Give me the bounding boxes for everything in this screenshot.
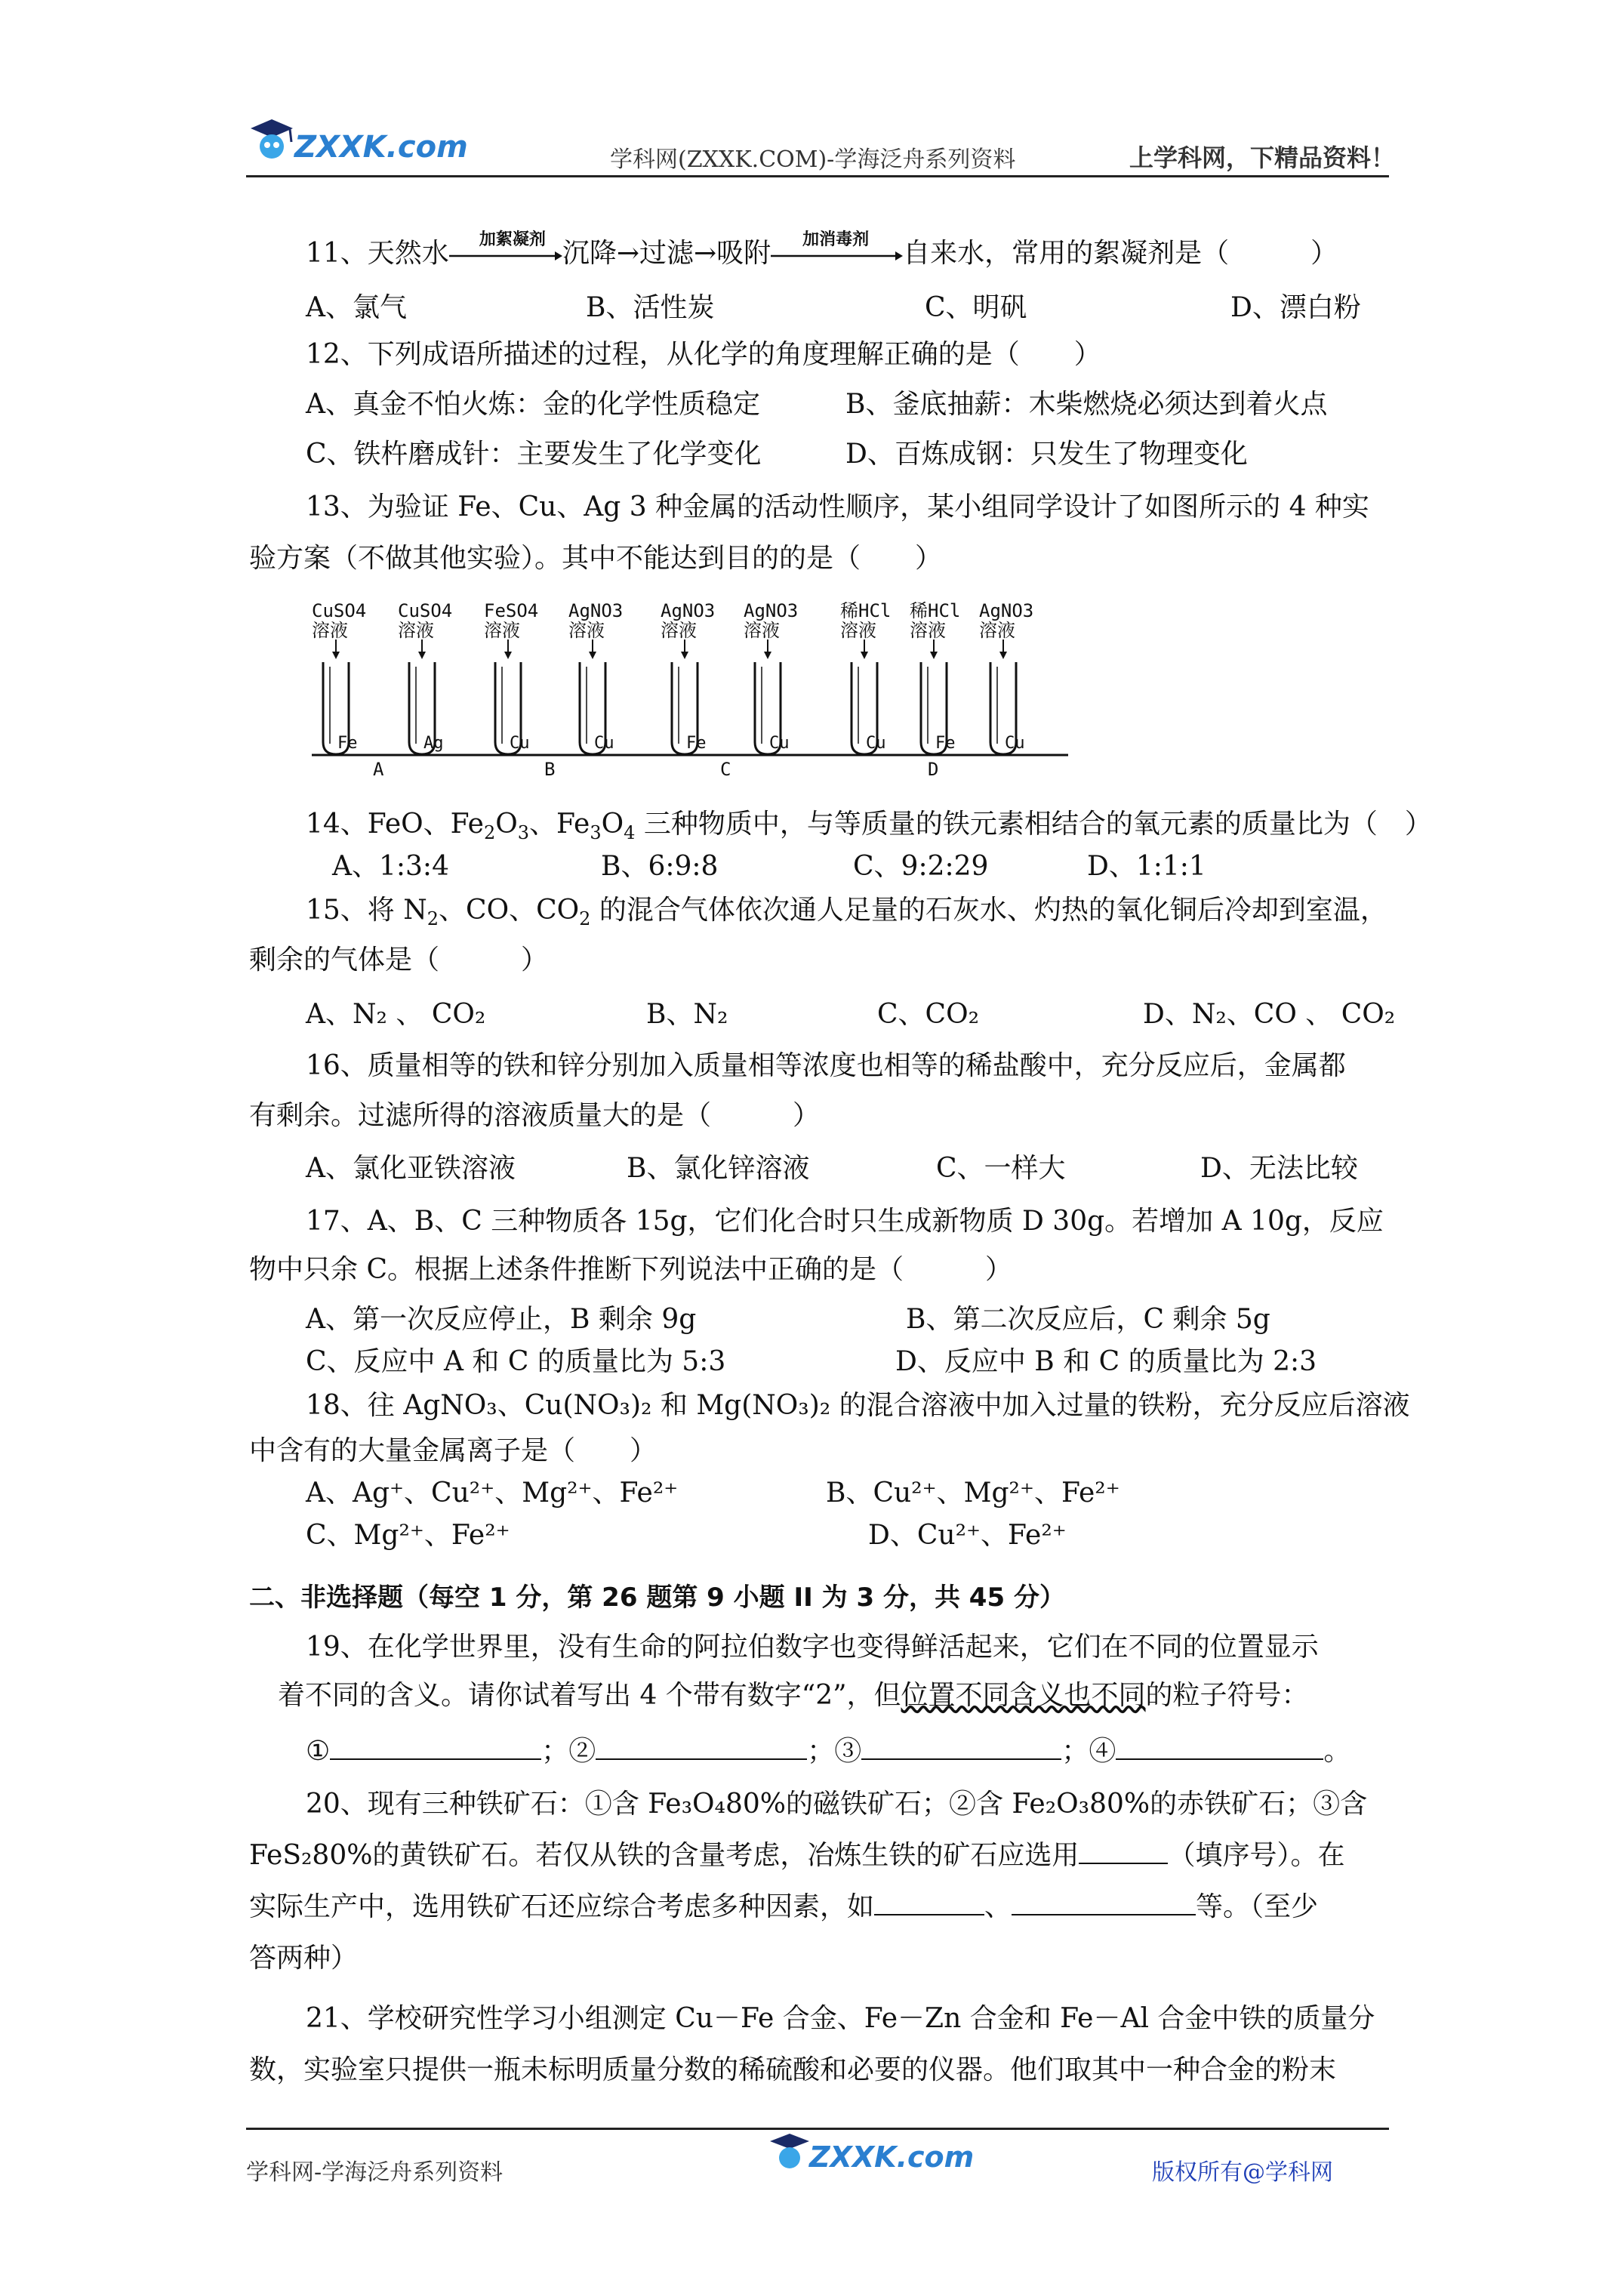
q12-d: D、百炼成钢：只发生了物理变化 (845, 439, 1248, 470)
drop-arrowhead (589, 652, 596, 659)
answer-blank-4[interactable] (1116, 1736, 1323, 1760)
q15-opt-a: A、N₂ 、 CO₂ (306, 999, 486, 1030)
group-tag: A (373, 759, 384, 780)
q12-b: B、釜底抽薪：木柴燃烧必须达到着火点 (845, 389, 1328, 420)
answer-blank-factor-2[interactable] (1012, 1891, 1196, 1915)
drop-arrowhead (418, 652, 426, 659)
answer-blank-ore[interactable] (1079, 1840, 1168, 1864)
solution-label: 溶液 (979, 620, 1015, 641)
q14-opt-b: B、6:9:8 (601, 851, 719, 882)
metal-label: Ag (423, 734, 444, 753)
footer-logo (762, 2129, 975, 2174)
q20-line2: FeS₂80%的黄铁矿石。若仅从铁的含量考虑，冶炼生铁的矿石应选用 （填序号）。在 (249, 1840, 1345, 1871)
logo-text: ZXXK.com (294, 130, 468, 165)
arrow-2 (771, 230, 903, 262)
header-center: 学科网(ZXXK.COM)-学海泛舟系列资料 (610, 146, 1016, 173)
solution-label: 溶液 (398, 620, 434, 641)
group-tag: D (928, 759, 939, 780)
footer-logo-text: ZXXK.com (809, 2140, 975, 2174)
solution-label: 溶液 (484, 620, 520, 641)
q19-line2: 着不同的含义。请你试着写出 4 个带有数字“2”，但位置不同含义也不同的粒子符号： (278, 1680, 1309, 1711)
answer-blank-factor-1[interactable] (874, 1891, 984, 1915)
q17-c: C、反应中 A 和 C 的质量比为 5:3 (306, 1346, 726, 1377)
q17-line2: 物中只余 C。根据上述条件推断下列说法中正确的是（ ） (249, 1254, 1012, 1285)
q16-opt-c: C、一样大 (936, 1153, 1066, 1184)
solution-label: 溶液 (744, 620, 780, 641)
solution-label: 溶液 (910, 620, 946, 641)
q18-c: C、Mg²⁺、Fe²⁺ (306, 1520, 510, 1551)
solution-label: 溶液 (840, 620, 876, 641)
header-right: 上学科网，下精品资料！ (1129, 143, 1396, 172)
q12-a: A、真金不怕火炼：金的化学性质稳定 (306, 389, 760, 420)
q12-c: C、铁杵磨成针：主要发生了化学变化 (306, 439, 762, 470)
q11-opt-b: B、活性炭 (586, 292, 715, 323)
drop-arrowhead (999, 652, 1007, 659)
q17-b: B、第二次反应后，C 剩余 5g (906, 1304, 1270, 1335)
q20-line3: 实际生产中，选用铁矿石还应综合考虑多种因素，如 、 等。（至少 (249, 1891, 1319, 1922)
q20-line4: 答两种） (249, 1943, 359, 1974)
zxxk-logo (243, 113, 468, 166)
q17-line1: 17、A、B、C 三种物质各 15g，它们化合时只生成新物质 D 30g。若增加 A 10g，反应 (306, 1206, 1384, 1237)
q11-opt-c: C、明矾 (925, 292, 1027, 323)
q16-opt-a: A、氯化亚铁溶液 (306, 1153, 516, 1184)
q15-line1: 15、将 $N_2$、CO、$CO_2$ 的混合气体依次通人足量的石灰水、灼热的氧化铜后冷却到室温， (306, 895, 1387, 930)
q19-blanks: ① ；② ；③ ；④ 。 (306, 1736, 1351, 1767)
q21-line2: 数，实验室只提供一瓶未标明质量分数的稀硫酸和必要的仪器。他们取其中一种合金的粉末 (249, 2054, 1337, 2085)
answer-blank-2[interactable] (596, 1736, 807, 1760)
q16-opt-b: B、氯化锌溶液 (627, 1153, 810, 1184)
section-2-title: 二、非选择题（每空 1 分，第 26 题第 9 小题 II 为 3 分，共 45 分） (249, 1583, 1065, 1613)
metal-label: Cu (1005, 734, 1025, 753)
q19-line1: 19、在化学世界里，没有生命的阿拉伯数字也变得鲜活起来，它们在不同的位置显示 (306, 1632, 1319, 1663)
q11-line: 11、天然水 加絮凝剂 沉降→过滤→吸附 加消毒剂 自来水，常用的絮凝剂是（ ） (306, 237, 1338, 270)
metal-label: Fe (337, 734, 358, 753)
q18-d: D、Cu²⁺、Fe²⁺ (868, 1520, 1067, 1551)
q15-opt-b: B、N₂ (646, 999, 728, 1030)
metal-label: Fe (686, 734, 707, 753)
solution-label: 溶液 (568, 620, 605, 641)
q21-line1: 21、学校研究性学习小组测定 Cu－Fe 合金、Fe－Zn 合金和 Fe－Al 合金中铁的质量分 (306, 2003, 1375, 2034)
q13-line1: 13、为验证 Fe、Cu、Ag 3 种金属的活动性顺序，某小组同学设计了如图所示的 4 种实 (306, 492, 1369, 522)
metal-label: Fe (935, 734, 956, 753)
footer-left: 学科网-学海泛舟系列资料 (246, 2159, 504, 2186)
drop-arrowhead (764, 652, 771, 659)
q17-d: D、反应中 B 和 C 的质量比为 2:3 (895, 1346, 1317, 1377)
drop-arrowhead (681, 652, 688, 659)
q20-line1: 20、现有三种铁矿石：①含 Fe₃O₄80%的磁铁矿石；②含 Fe₂O₃80%的赤铁矿石；③含 (306, 1789, 1368, 1820)
group-tag: C (720, 759, 731, 780)
arrow-1 (449, 230, 562, 262)
reagent-label: AgNO3 (744, 600, 799, 621)
metal-label: Cu (866, 734, 886, 753)
arrow-2-label: 加消毒剂 (802, 230, 870, 249)
metal-label: Cu (594, 734, 614, 753)
answer-blank-3[interactable] (861, 1736, 1061, 1760)
reagent-label: AgNO3 (979, 600, 1034, 621)
q17-a: A、第一次反应停止，B 剩余 9g (306, 1304, 697, 1335)
test-tube-figure (306, 600, 1076, 781)
header-rule (246, 175, 1389, 177)
q14-stem: 14、FeO、$Fe_2O_3$、$Fe_3O_4$ 三种物质中，与等质量的铁元素相结合的氧元素的质量比为（ ） (306, 809, 1432, 844)
q16-line1: 16、质量相等的铁和锌分别加入质量相等浓度也相等的稀盐酸中，充分反应后，金属都 (306, 1050, 1346, 1081)
q15-line2: 剩余的气体是（ ） (249, 945, 549, 975)
drop-arrowhead (504, 652, 512, 659)
q11-opt-d: D、漂白粉 (1230, 292, 1361, 323)
answer-blank-1[interactable] (330, 1736, 541, 1760)
q14-opt-d: D、1:1:1 (1087, 851, 1206, 882)
reagent-label: AgNO3 (661, 600, 716, 621)
reagent-label: 稀HCl (910, 600, 961, 621)
q12-stem: 12、下列成语所描述的过程，从化学的角度理解正确的是（ ） (306, 339, 1101, 370)
group-tag: B (544, 759, 556, 780)
q15-opt-c: C、CO₂ (877, 999, 980, 1030)
q18-line2: 中含有的大量金属离子是（ ） (249, 1435, 658, 1466)
drop-arrowhead (861, 652, 868, 659)
reagent-label: FeSO4 (484, 600, 539, 621)
metal-label: Cu (510, 734, 530, 753)
drop-arrowhead (930, 652, 938, 659)
footer-right: 版权所有@学科网 (1152, 2159, 1333, 2186)
q16-opt-d: D、无法比较 (1200, 1153, 1358, 1184)
q14-opt-a: A、1:3:4 (332, 851, 449, 882)
solution-label: 溶液 (661, 620, 697, 641)
q14-opt-c: C、9:2:29 (853, 851, 989, 882)
q15-opt-d: D、N₂、CO 、 CO₂ (1143, 999, 1396, 1030)
reagent-label: CuSO4 (398, 600, 453, 621)
metal-label: Cu (769, 734, 790, 753)
q11-opt-a: A、氯气 (306, 292, 407, 323)
q18-b: B、Cu²⁺、Mg²⁺、Fe²⁺ (826, 1478, 1120, 1509)
reagent-label: 稀HCl (840, 600, 892, 621)
reagent-label: CuSO4 (312, 600, 367, 621)
q18-line1: 18、往 AgNO₃、Cu(NO₃)₂ 和 Mg(NO₃)₂ 的混合溶液中加入过量的铁粉，充分反应后溶液 (306, 1390, 1410, 1421)
q19-wavy-text: 位置不同含义也不同 (901, 1680, 1146, 1711)
reagent-label: AgNO3 (568, 600, 624, 621)
q18-a: A、Ag⁺、Cu²⁺、Mg²⁺、Fe²⁺ (306, 1478, 679, 1509)
drop-arrowhead (332, 652, 340, 659)
q13-line2: 验方案（不做其他实验）。其中不能达到目的的是（ ） (249, 543, 943, 574)
arrow-1-label: 加絮凝剂 (479, 230, 546, 249)
q16-line2: 有剩余。过滤所得的溶液质量大的是（ ） (249, 1100, 821, 1131)
solution-label: 溶液 (312, 620, 348, 641)
